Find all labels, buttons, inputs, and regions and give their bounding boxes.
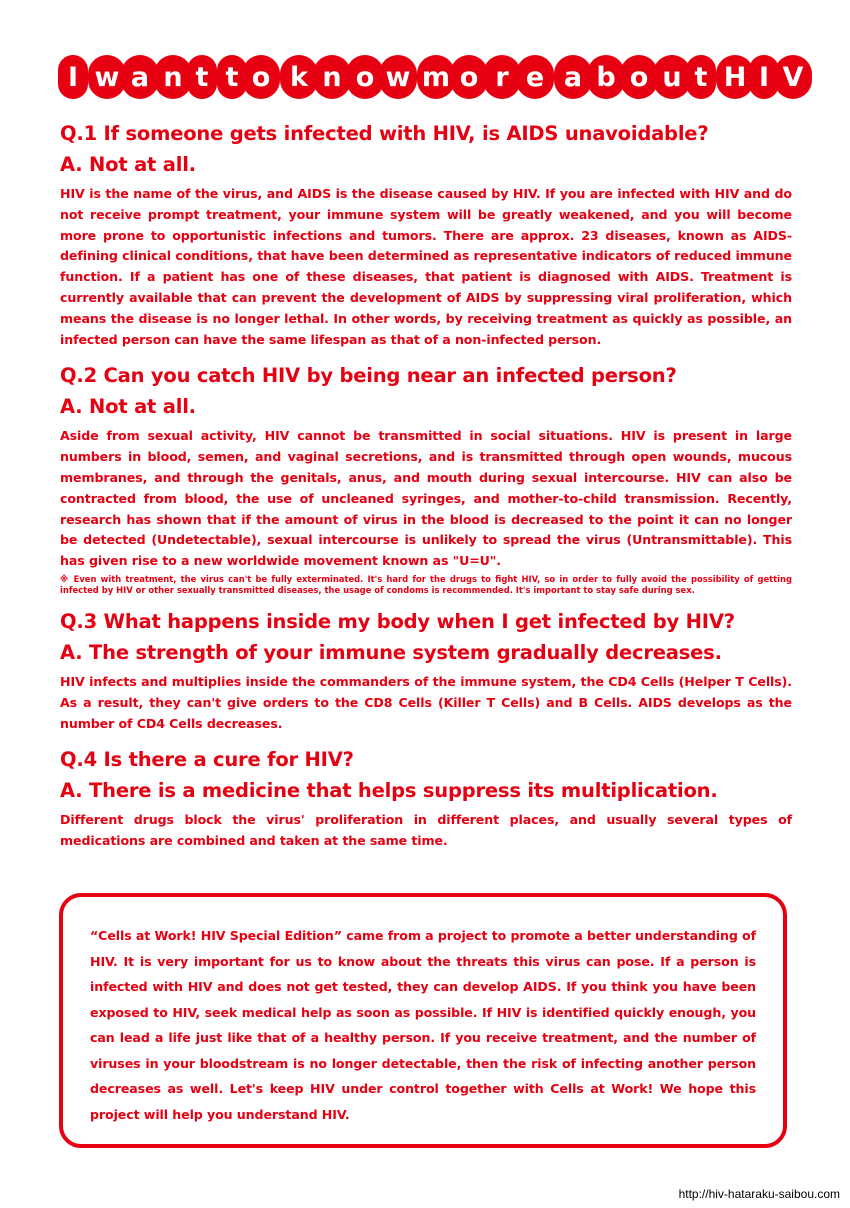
title-letter-bubble: b xyxy=(587,55,625,99)
title-letter-bubble: V xyxy=(774,55,812,99)
title-word xyxy=(417,55,554,99)
title-letter-bubble: r xyxy=(483,55,521,99)
title-letter-bubble: e xyxy=(516,55,554,99)
answer-3: A. The strength of your immune system gradually decreases. xyxy=(60,640,722,664)
title-letter-bubble: I xyxy=(749,55,779,99)
title-letter-bubble: o xyxy=(346,55,384,99)
title-letter-bubble: a xyxy=(121,55,159,99)
title-word xyxy=(88,55,217,99)
section-q2 xyxy=(60,360,792,596)
question-1: Q.1 If someone gets infected with HIV, is AIDS unavoidable? xyxy=(60,122,709,145)
title-word xyxy=(58,55,88,99)
title-letter-bubble: w xyxy=(88,55,126,99)
title-letter-bubble: w xyxy=(379,55,417,99)
title-letter-bubble: I xyxy=(58,55,88,99)
title-letter-bubble: m xyxy=(417,55,455,99)
title-letter-bubble: a xyxy=(554,55,592,99)
title-word xyxy=(554,55,716,99)
faq-content xyxy=(60,118,792,862)
project-info-box xyxy=(59,893,787,1148)
title-letter-bubble: u xyxy=(653,55,691,99)
question-4: Q.4 Is there a cure for HIV? xyxy=(60,748,354,772)
body-3: HIV infects and multiplies inside the commanders of the immune system, the CD4 Cells (Helper T Cells). As a result, they can't give orders to the CD8 Cells (Killer T Cells) and B Cells. AIDS develops as the number of CD4 Cells decreases. xyxy=(60,673,792,731)
page-title xyxy=(58,54,804,100)
title-letter-bubble: t xyxy=(686,55,716,99)
title-word xyxy=(280,55,417,99)
project-info-text: “Cells at Work! HIV Special Edition” came from a project to promote a better understanding of HIV. It is very important for us to know about the threats this virus can pose. If a person is infected with HIV and does not get tested, they can develop AIDS. If you think you have been exposed to HIV, seek medical help as soon as possible. If HIV is identified quickly enough, you can lead a life just like that of a healthy person. If you receive treatment, and the number of viruses in your bloodstream is no longer detectable, then the risk of infecting another person decreases as well. Let's keep HIV under control together with Cells at Work! We hope this project will help you understand HIV. xyxy=(90,928,756,1122)
question-2: Q.2 Can you catch HIV by being near an infected person? xyxy=(60,364,677,388)
title-letter-bubble: t xyxy=(187,55,217,99)
section-q3 xyxy=(60,606,792,734)
title-letter-bubble: k xyxy=(280,55,318,99)
section-q4 xyxy=(60,744,792,852)
answer-4: A. There is a medicine that helps suppress its multiplication. xyxy=(60,779,718,803)
title-letter-bubble: t xyxy=(217,55,247,99)
body-1: HIV is the name of the virus, and AIDS is the disease caused by HIV. If you are infected with HIV and do not receive prompt treatment, your immune system will be greatly weakened, and you will become more prone to opportunistic infections and tumors. There are approx. 23 diseases, known as AIDS-defining clinical conditions, that have been determined as representative indicators of reduced immune function. If a patient has one of these diseases, that patient is diagnosed with AIDS. Treatment is currently available that can prevent the development of AIDS by suppressing viral proliferation, which means the disease is no longer lethal. In other words, by receiving treatment as quickly as possible, an infected person can have the same lifespan as that of a non-infected person. xyxy=(60,186,792,347)
title-letter-bubble: n xyxy=(313,55,351,99)
body-4: Different drugs block the virus' proliferation in different places, and usually several types of medications are combined and taken at the same time. xyxy=(60,812,792,849)
title-letter-bubble: o xyxy=(450,55,488,99)
answer-1: A. Not at all. xyxy=(60,153,196,176)
footer-url[interactable]: http://hiv-hataraku-saibou.com xyxy=(678,1187,840,1201)
title-word xyxy=(716,55,812,99)
title-letter-bubble: o xyxy=(242,55,280,99)
note-2: ※ Even with treatment, the virus can't be fully exterminated. It's hard for the drugs to fight HIV, so in order to fully avoid the possibility of getting infected by HIV or other sexually transmitted diseases, the usage of condoms is recommended. It's important to stay safe during sex. xyxy=(60,573,792,595)
title-word xyxy=(217,55,280,99)
question-3: Q.3 What happens inside my body when I get infected by HIV? xyxy=(60,609,735,633)
title-letter-bubble: o xyxy=(620,55,658,99)
title-letter-bubble: n xyxy=(154,55,192,99)
answer-2: A. Not at all. xyxy=(60,395,196,419)
title-letter-bubble: H xyxy=(716,55,754,99)
body-2: Aside from sexual activity, HIV cannot be transmitted in social situations. HIV is present in large numbers in blood, semen, and vaginal secretions, and is transmitted through open wounds, mucous membranes, and through the genitals, anus, and mouth during sexual intercourse. HIV can also be contracted from blood, the use of uncleaned syringes, and mother-to-child transmission. Recently, research has shown that if the amount of virus in the blood is decreased to the point it can no longer be detected (Undetectable), sexual intercourse is unlikely to spread the virus (Untransmittable). This has given rise to a new worldwide movement known as "U=U". xyxy=(60,428,792,569)
section-q1 xyxy=(60,118,792,350)
